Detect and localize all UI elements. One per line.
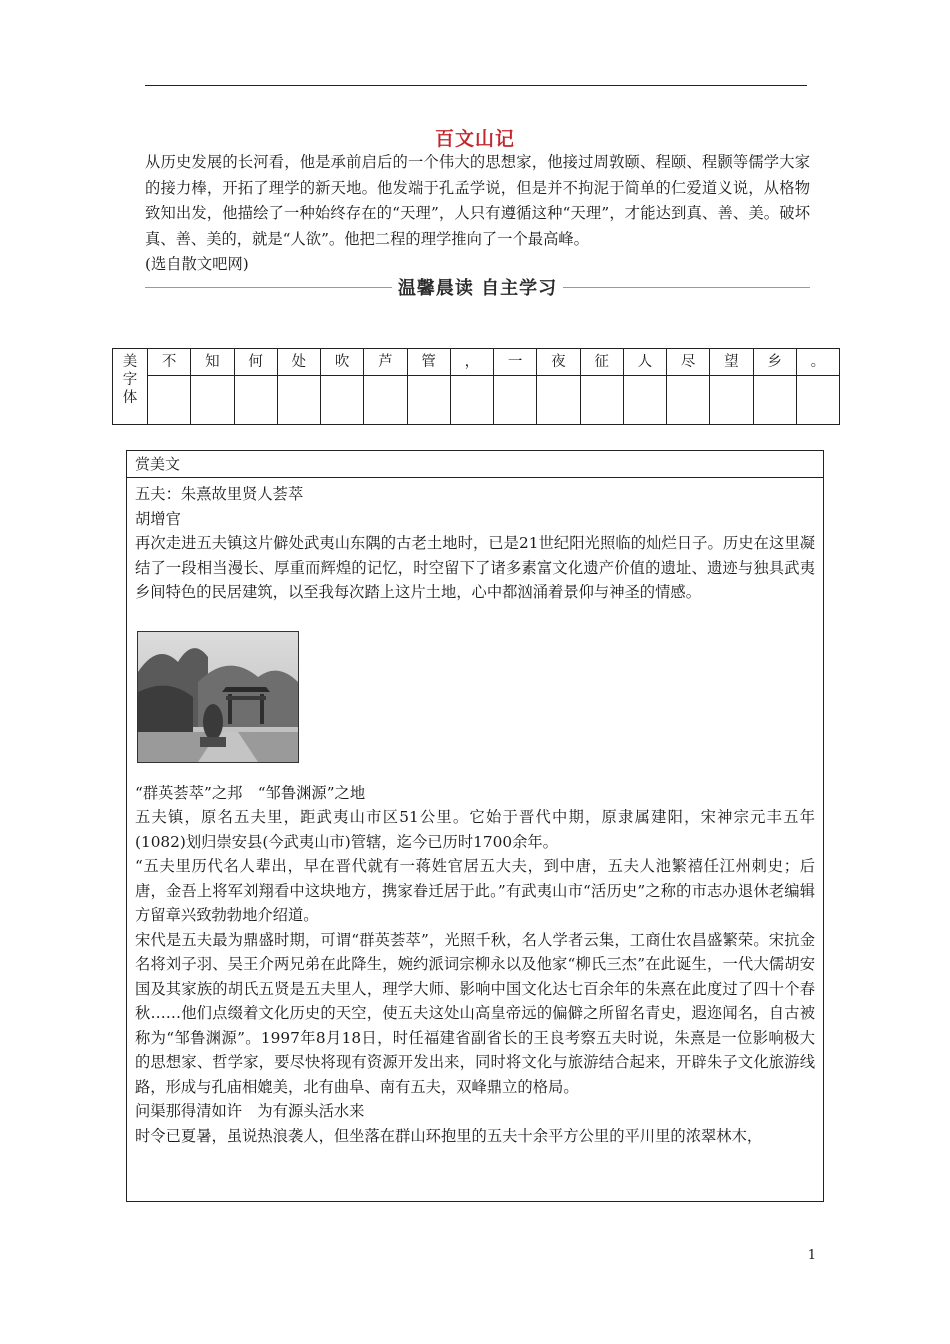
practice-char: 一 xyxy=(494,349,537,376)
section-title: 温馨晨读 自主学习 xyxy=(397,278,558,299)
article-subheading: 问渠那得清如许 为有源头活水来 xyxy=(135,1102,365,1120)
practice-row-chars xyxy=(113,349,840,376)
practice-char: 。 xyxy=(796,349,839,376)
practice-char: 征 xyxy=(580,349,623,376)
banner-line-left xyxy=(145,287,392,288)
practice-char: 吹 xyxy=(321,349,364,376)
reading-box-body xyxy=(127,478,823,1148)
practice-blank-cell[interactable] xyxy=(450,376,493,425)
practice-blank-cell[interactable] xyxy=(623,376,666,425)
practice-row-blank xyxy=(113,376,840,425)
article-subheading: “群英荟萃”之邦 “邹鲁渊源”之地 xyxy=(135,783,366,802)
practice-blank-cell[interactable] xyxy=(667,376,710,425)
practice-char: 尽 xyxy=(667,349,710,376)
practice-blank-cell[interactable] xyxy=(796,376,839,425)
practice-blank-cell[interactable] xyxy=(580,376,623,425)
practice-blank-cell[interactable] xyxy=(234,376,277,425)
article-author: 胡增官 xyxy=(135,509,181,528)
practice-blank-cell[interactable] xyxy=(321,376,364,425)
practice-char: 何 xyxy=(234,349,277,376)
practice-char: 管 xyxy=(407,349,450,376)
practice-char: ， xyxy=(450,349,493,376)
practice-blank-cell[interactable] xyxy=(494,376,537,425)
practice-char: 知 xyxy=(191,349,234,376)
practice-blank-cell[interactable] xyxy=(710,376,753,425)
article-paragraph: “五夫里历代名人辈出，早在晋代就有一蒋姓官居五大夫，到中唐，五夫人池繁禧任江州刺史；后唐，金吾上将军刘翔看中这块地方，携家眷迁居于此。”有武夷山市“活历史”之称的市志办退休老编辑方留章兴致勃勃地介绍道。 xyxy=(135,857,815,924)
article-paragraph: 五夫镇，原名五夫里，距武夷山市区51公里。它始于晋代中期，原隶属建阳，宋神宗元丰五年(1082)划归崇安县(今武夷山市)管辖，迄今已历时1700余年。 xyxy=(135,808,815,851)
reading-box xyxy=(126,450,824,1202)
practice-label-mid: 字 xyxy=(122,372,138,388)
practice-char: 不 xyxy=(148,349,191,376)
practice-char: 夜 xyxy=(537,349,580,376)
section-banner xyxy=(145,272,810,302)
intro-source: (选自散文吧网) xyxy=(145,255,249,273)
header-rule xyxy=(145,85,807,86)
banner-line-right xyxy=(563,287,810,288)
practice-label-bottom: 体 xyxy=(122,390,138,406)
practice-label-top: 美 xyxy=(122,354,138,370)
page-title: 百文山记 xyxy=(434,128,515,150)
page-number: 1 xyxy=(807,1248,816,1263)
article-paragraph: 宋代是五夫最为鼎盛时期，可谓“群英荟萃”，光照千秋，名人学者云集，工商仕农昌盛繁荣。宋抗金名将刘子羽、吴王介两兄弟在此降生，婉约派词宗柳永以及他家“柳氏三杰”在此诞生，一代大儒胡安国及其家族的胡氏五贤是五夫里人，理学大师、影响中国文化达七百余年的朱熹在此度过了四十个春秋……他们点缀着文化历史的天空，使五夫这处山高皇帝远的偏僻之所留名青史，遐迩闻名，自古被称为“邹鲁渊源”。1997年8月18日，时任福建省副省长的王良考察五夫时说，朱熹是一位影响极大的思想家、哲学家，要尽快将现有资源开发出来，同时将文化与旅游结合起来，开辟朱子文化旅游线路，形成与孔庙相媲美，北有曲阜、南有五夫，双峰鼎立的格局。 xyxy=(135,930,815,1096)
practice-blank-cell[interactable] xyxy=(753,376,796,425)
practice-blank-cell[interactable] xyxy=(537,376,580,425)
practice-char: 乡 xyxy=(753,349,796,376)
reading-box-heading: 赏美文 xyxy=(127,451,823,478)
practice-char: 处 xyxy=(277,349,320,376)
intro-paragraph: 从历史发展的长河看，他是承前启后的一个伟大的思想家，他接过周敦颐、程颐、程颢等儒学大家的接力棒，开拓了理学的新天地。他发端于孔孟学说，但是并不拘泥于简单的仁爱道义说，从格物致知出发，他描绘了一种始终存在的“天理”，人只有遵循这种“天理”，才能达到真、善、美。破坏真、善、美的，就是“人欲”。他把二程的理学推向了一个最高峰。 xyxy=(145,153,810,248)
landscape-photo xyxy=(137,631,299,763)
article-paragraph: 时令已夏暑，虽说热浪袭人，但坐落在群山环抱里的五夫十余平方公里的平川里的浓翠林木， xyxy=(135,1126,763,1145)
intro-section xyxy=(145,150,810,278)
practice-blank-cell[interactable] xyxy=(407,376,450,425)
article-title: 五夫：朱熹故里贤人荟萃 xyxy=(135,485,304,503)
practice-char: 人 xyxy=(623,349,666,376)
practice-blank-cell[interactable] xyxy=(364,376,407,425)
practice-blank-cell[interactable] xyxy=(277,376,320,425)
practice-blank-cell[interactable] xyxy=(191,376,234,425)
practice-blank-cell[interactable] xyxy=(148,376,191,425)
article-paragraph: 再次走进五夫镇这片僻处武夷山东隅的古老土地时，已是21世纪阳光照临的灿烂日子。历史在这里凝结了一段相当漫长、厚重而辉煌的记忆，时空留下了诸多素富文化遗产价值的遗址、遗迹与独具武夷乡间特色的民居建筑，以至我每次踏上这片土地，心中都汹涌着景仰与神圣的情感。 xyxy=(135,534,815,601)
practice-char: 芦 xyxy=(364,349,407,376)
practice-char: 望 xyxy=(710,349,753,376)
practice-label xyxy=(113,349,148,425)
calligraphy-practice-table xyxy=(112,348,840,425)
